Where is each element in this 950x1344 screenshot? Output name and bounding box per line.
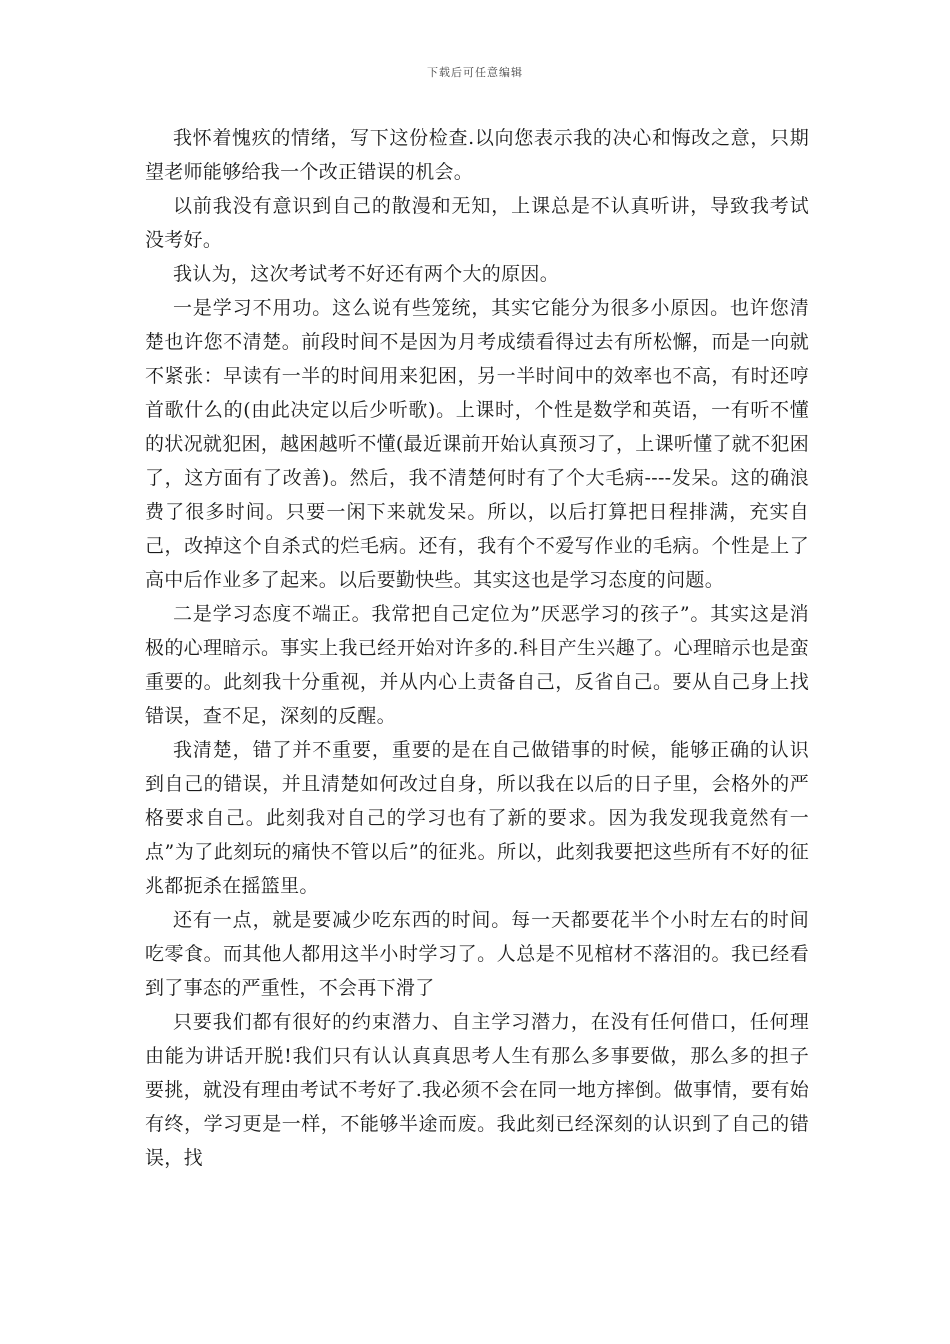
paragraph: 以前我没有意识到自己的散漫和无知，上课总是不认真听讲，导致我考试没考好。 <box>145 195 809 251</box>
paragraph: 我怀着愧疚的情绪，写下这份检查.以向您表示我的决心和悔改之意，只期望老师能够给我一个改正错误的机会。 <box>145 127 809 183</box>
paragraph: 我认为，这次考试考不好还有两个大的原因。 <box>173 263 560 285</box>
paragraph: 还有一点，就是要减少吃东西的时间。每一天都要花半个小时左右的时间吃零食。而其他人都用这半小时学习了。人总是不见棺材不落泪的。我已经看到了事态的严重性，不会再下滑了 <box>145 909 809 999</box>
document-body <box>145 121 809 1175</box>
paragraph: 一是学习不用功。这么说有些笼统，其实它能分为很多小原因。也许您清楚也许您不清楚。前段时间不是因为月考成绩看得过去有所松懈，而是一向就不紧张：早读有一半的时间用来犯困，另一半时间中的效率也不高，有时还哼首歌什么的(由此决定以后少听歌)。上课时，个性是数学和英语，一有听不懂的状况就犯困，越困越听不懂(最近课前开始认真预习了，上课听懂了就不犯困了，这方面有了改善)。然后，我不清楚何时有了个大毛病----发呆。这的确浪费了很多时间。只要一闲下来就发呆。所以，以后打算把日程排满，充实自己，改掉这个自杀式的烂毛病。还有，我有个不爱写作业的毛病。个性是上了高中后作业多了起来。以后要勤快些。其实这也是学习态度的问题。 <box>145 297 809 591</box>
paragraph: 只要我们都有很好的约束潜力、自主学习潜力，在没有任何借口，任何理由能为讲话开脱!我们只有认认真真思考人生有那么多事要做，那么多的担子要挑，就没有理由考试不考好了.我必须不会在同一地方摔倒。做事情，要有始有终，学习更是一样，不能够半途而废。我此刻已经深刻的认识到了自己的错误，找 <box>145 1011 809 1169</box>
paragraph: 我清楚，错了并不重要，重要的是在自己做错事的时候，能够正确的认识到自己的错误，并且清楚如何改过自身，所以我在以后的日子里，会格外的严格要求自己。此刻我对自己的学习也有了新的要求。因为我发现我竟然有一点”为了此刻玩的痛快不管以后”的征兆。所以，此刻我要把这些所有不好的征兆都扼杀在摇篮里。 <box>145 739 809 897</box>
page-header: 下载后可任意编辑 <box>427 66 523 79</box>
paragraph: 二是学习态度不端正。我常把自己定位为”厌恶学习的孩子”。其实这是消极的心理暗示。事实上我已经开始对许多的.科目产生兴趣了。心理暗示也是蛮重要的。此刻我十分重视，并从内心上责备自己，反省自己。要从自己身上找错误，查不足，深刻的反醒。 <box>145 603 809 727</box>
